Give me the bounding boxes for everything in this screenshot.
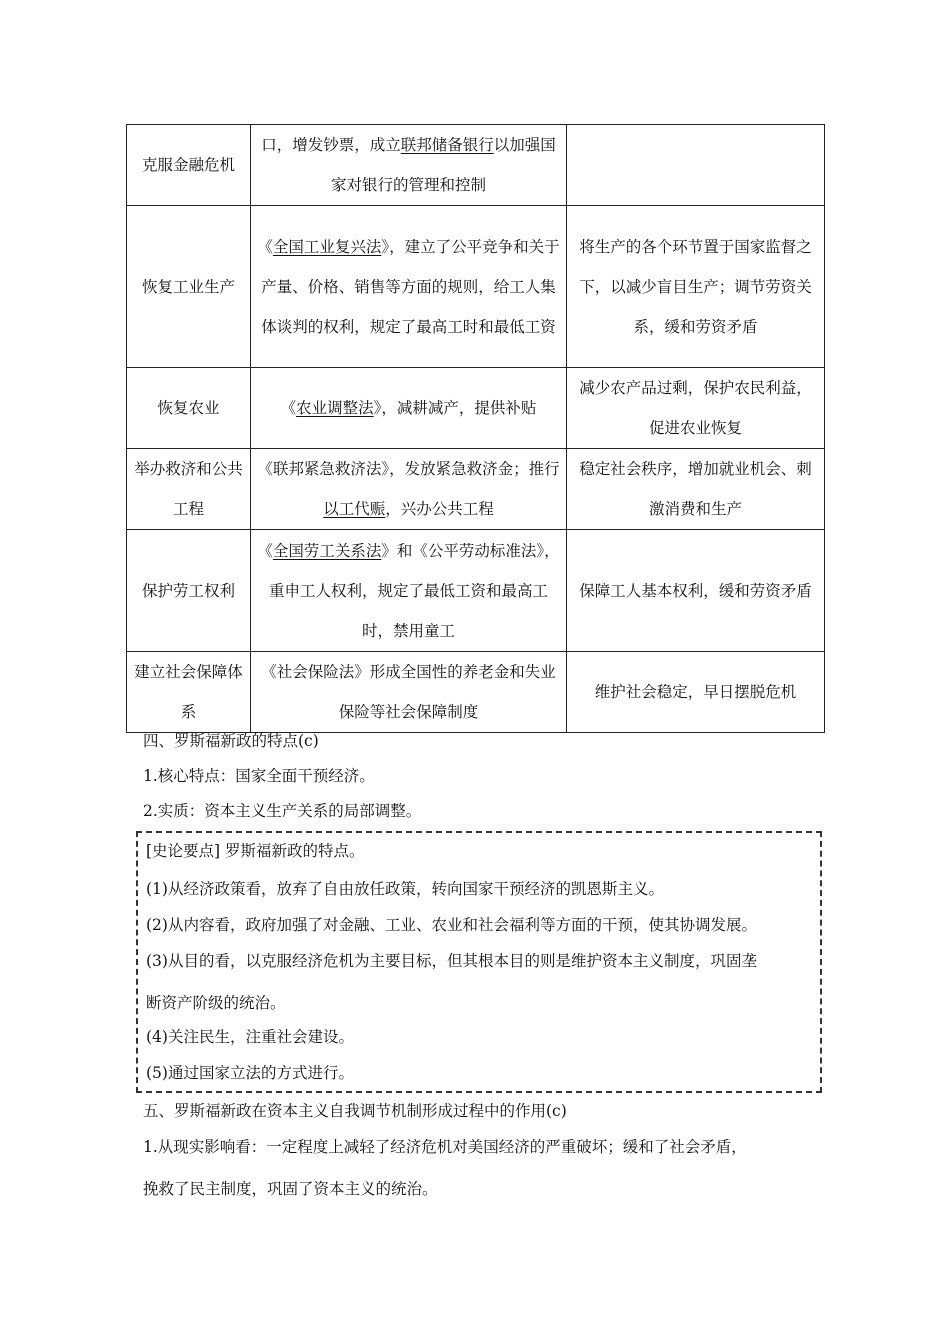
content-text: 以加强国家对银行的管理和控制 bbox=[330, 136, 556, 194]
content-text: 《 bbox=[280, 399, 297, 417]
effect-cell: 保障工人基本权利，缓和劳资矛盾 bbox=[567, 530, 825, 652]
box-point-3a: (3)从目的看，以克服经济危机为主要目标，但其根本目的则是维护资本主义制度，巩固垄 bbox=[146, 952, 757, 970]
content-cell bbox=[251, 368, 567, 449]
content-cell bbox=[251, 449, 567, 530]
content-text: ，兴办公共工程 bbox=[385, 500, 494, 518]
section4-heading: 四、罗斯福新政的特点(c) bbox=[143, 732, 319, 750]
content-text: 》，建立了公平竞争和关于产量、价格、销售等方面的规则，给工人集体谈判的权利，规定了最高工时和最低工资 bbox=[261, 237, 560, 336]
table-row bbox=[127, 652, 825, 733]
content-cell bbox=[251, 652, 567, 733]
section4-item1: 1.核心特点：国家全面干预经济。 bbox=[143, 767, 375, 785]
effect-cell: 稳定社会秩序，增加就业机会、刺激消费和生产 bbox=[567, 449, 825, 530]
underlined-term: 农业调整法 bbox=[296, 399, 374, 417]
effect-cell: 将生产的各个环节置于国家监督之下，以减少盲目生产；调节劳资关系，缓和劳资矛盾 bbox=[567, 206, 825, 368]
underlined-term: 全国工业复兴法 bbox=[272, 237, 382, 256]
box-point-2: (2)从内容看，政府加强了对金融、工业、农业和社会福利等方面的干预，使其协调发展。 bbox=[146, 916, 757, 934]
measure-cell: 建立社会保障体系 bbox=[127, 652, 251, 733]
box-point-1: (1)从经济政策看，放弃了自由放任政策，转向国家干预经济的凯恩斯主义。 bbox=[146, 880, 664, 898]
table-row bbox=[127, 449, 825, 530]
underlined-term: 联邦储备银行 bbox=[400, 136, 494, 154]
box-title: [史论要点] 罗斯福新政的特点。 bbox=[146, 842, 365, 860]
box-point-5: (5)通过国家立法的方式进行。 bbox=[146, 1064, 354, 1082]
key-points-box bbox=[136, 831, 822, 1093]
content-text: 《 bbox=[257, 237, 273, 256]
content-text: 《 bbox=[257, 541, 273, 560]
table-body bbox=[127, 125, 825, 733]
measure-cell: 克服金融危机 bbox=[127, 125, 251, 206]
new-deal-measures-table bbox=[126, 124, 825, 733]
content-text: 《联邦紧急救济法》，发放紧急救济金；推行 bbox=[257, 460, 560, 478]
content-text: 》和《公平劳动标准法》，重申工人权利，规定了最低工资和最高工时，禁用童工 bbox=[268, 541, 560, 640]
measure-cell: 恢复工业生产 bbox=[127, 206, 251, 368]
effect-cell: 维护社会稳定，早日摆脱危机 bbox=[567, 652, 825, 733]
box-point-3b: 断资产阶级的统治。 bbox=[146, 994, 286, 1012]
measure-cell: 恢复农业 bbox=[127, 368, 251, 449]
table-row bbox=[127, 530, 825, 652]
effect-cell: 减少农产品过剩，保护农民利益，促进农业恢复 bbox=[567, 368, 825, 449]
underlined-term: 以工代赈 bbox=[323, 500, 386, 518]
section5-item1b: 挽救了民主制度，巩固了资本主义的统治。 bbox=[143, 1180, 438, 1198]
box-point-4: (4)关注民生，注重社会建设。 bbox=[146, 1028, 354, 1046]
measure-cell: 保护劳工权利 bbox=[127, 530, 251, 652]
effect-cell bbox=[567, 125, 825, 206]
table-row bbox=[127, 125, 825, 206]
section4-item2: 2.实质：资本主义生产关系的局部调整。 bbox=[143, 802, 422, 820]
content-text: 《社会保险法》形成全国性的养老金和失业保险等社会保障制度 bbox=[261, 663, 556, 721]
table-row bbox=[127, 206, 825, 368]
section5-item1a: 1.从现实影响看：一定程度上减轻了经济危机对美国经济的严重破坏；缓和了社会矛盾， bbox=[143, 1138, 747, 1156]
section5-heading: 五、罗斯福新政在资本主义自我调节机制形成过程中的作用(c) bbox=[143, 1102, 567, 1120]
content-cell bbox=[251, 125, 567, 206]
content-text: 口，增发钞票，成立 bbox=[261, 136, 401, 154]
measure-cell: 举办救济和公共工程 bbox=[127, 449, 251, 530]
content-cell bbox=[251, 206, 567, 368]
content-cell bbox=[251, 530, 567, 652]
underlined-term: 全国劳工关系法 bbox=[272, 541, 382, 560]
table-row bbox=[127, 368, 825, 449]
content-text: 》，减耕减产，提供补贴 bbox=[373, 399, 537, 417]
